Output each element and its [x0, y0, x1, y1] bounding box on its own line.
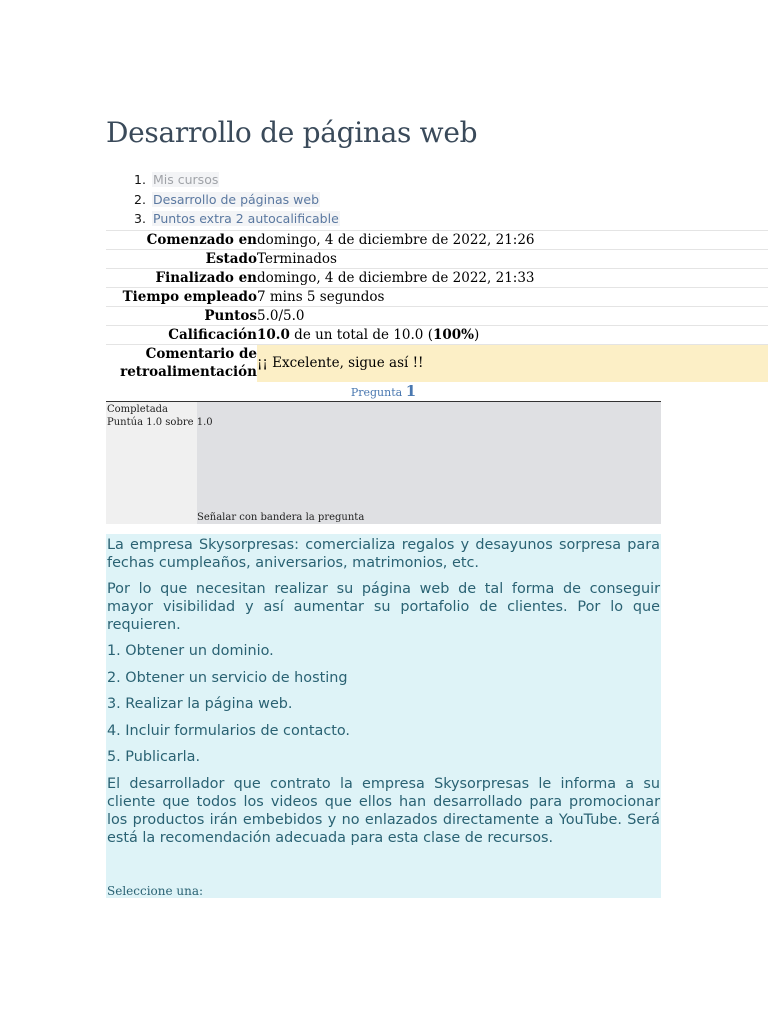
summary-row-state [106, 250, 768, 269]
feedback-label-line1: Comentario de [145, 346, 257, 363]
question-text [106, 534, 661, 898]
question-title-prefix: Pregunta [350, 386, 403, 399]
summary-row-feedback [106, 345, 768, 382]
breadcrumb-link-mis-cursos[interactable]: Mis cursos [153, 172, 219, 187]
question-state: Completada [107, 404, 169, 415]
question-step: 3. Realizar la página web. [107, 696, 293, 712]
question-step: 1. Obtener un dominio. [107, 643, 274, 659]
summary-value: domingo, 4 de diciembre de 2022, 21:26 [257, 231, 768, 250]
breadcrumb-link-course[interactable]: Desarrollo de páginas web [153, 191, 320, 207]
breadcrumb-number: 1. [134, 172, 146, 187]
summary-value: 5.0/5.0 [257, 307, 768, 326]
summary-label: Finalizado en [106, 269, 257, 288]
grade-percent: 100% [432, 327, 474, 343]
summary-label: Estado [106, 250, 257, 269]
summary-value: domingo, 4 de diciembre de 2022, 21:33 [257, 269, 768, 288]
question-step: 4. Incluir formularios de contacto. [107, 722, 351, 739]
summary-label: Puntos [106, 307, 257, 326]
summary-row-completed [106, 269, 768, 288]
summary-label: Comenzado en [106, 231, 257, 250]
feedback-label-line2: retroalimentación [120, 364, 257, 381]
breadcrumb-link-quiz[interactable]: Puntos extra 2 autocalificable [153, 211, 339, 226]
summary-value: 7 mins 5 segundos [257, 288, 768, 307]
summary-row-grade [106, 326, 768, 345]
summary-value: Terminados [257, 250, 768, 269]
grade-close-paren: ) [473, 327, 480, 343]
select-one-label: Seleccione una: [107, 884, 204, 898]
breadcrumb-number: 3. [134, 211, 146, 226]
feedback-value: ¡¡ Excelente, sigue así !! [257, 345, 768, 382]
grade-value: 10.0 [257, 327, 290, 343]
page-title: Desarrollo de páginas web [106, 116, 478, 149]
summary-label: Tiempo empleado [106, 288, 257, 307]
breadcrumb-item [134, 191, 340, 211]
question-info-box [106, 402, 661, 524]
breadcrumb-item [134, 171, 340, 191]
summary-row-points [106, 307, 768, 326]
summary-label: Calificación [106, 326, 257, 345]
question-paragraph: Por lo que necesitan realizar su página web de tal forma de conseguir mayor visibilidad y así aumentar su portafolio de clientes. Por lo que requieren. [107, 581, 660, 633]
breadcrumb-item [134, 210, 340, 230]
breadcrumb [134, 171, 340, 230]
grade-total-text: de un total de 10.0 ( [289, 327, 433, 343]
summary-label [106, 345, 257, 382]
question-step: 2. Obtener un servicio de hosting [107, 669, 348, 686]
question-paragraph: El desarrollador que contrato la empresa Skysorpresas le informa a su cliente que todos los videos que ellos han desarrollado para promocionar los productos irán embebidos y no enlazados directamente a YouTube. Será está la recomendación adecuada para esta clase de recursos. [107, 775, 660, 846]
summary-row-time-taken [106, 288, 768, 307]
question-step: 5. Publicarla. [107, 749, 201, 765]
question-title [106, 382, 661, 400]
breadcrumb-number: 2. [134, 191, 146, 207]
attempt-summary-table [106, 230, 768, 382]
question-grade: Puntúa 1.0 sobre 1.0 [107, 417, 213, 428]
summary-value [257, 326, 768, 345]
summary-row-started [106, 231, 768, 250]
question-number: 1 [405, 382, 417, 400]
flag-question-link[interactable]: Señalar con bandera la pregunta [197, 512, 365, 523]
question-paragraph: La empresa Skysorpresas: comercializa regalos y desayunos sorpresa para fechas cumpleaños, aniversarios, matrimonios, etc. [107, 537, 660, 571]
